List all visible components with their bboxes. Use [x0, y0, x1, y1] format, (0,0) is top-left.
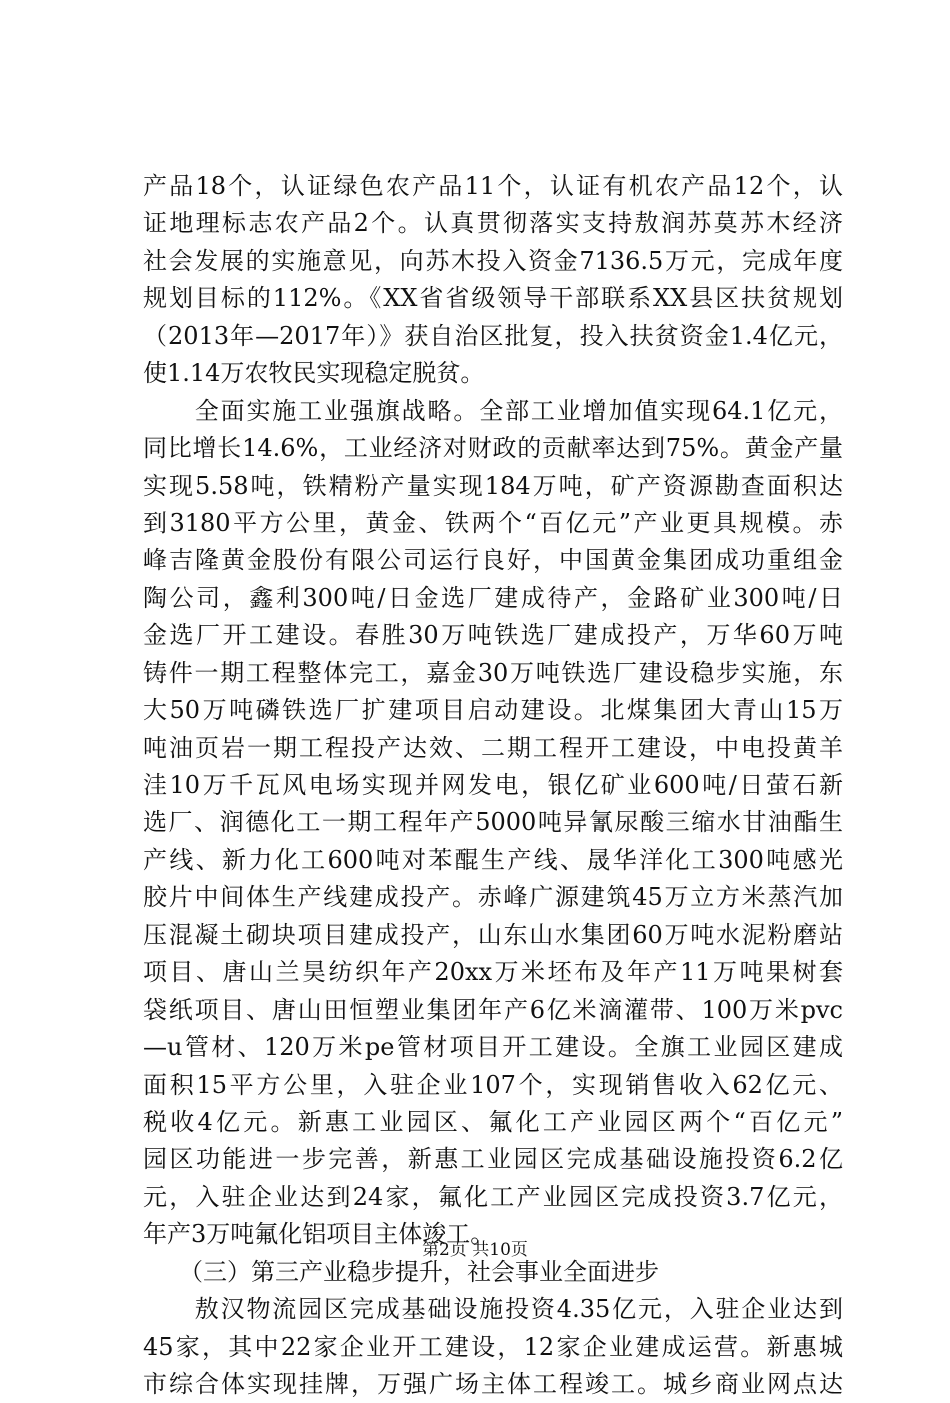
- text-line: 园区功能进一步完善，新惠工业园区完成基础设施投资6.2亿: [143, 1145, 843, 1174]
- page-footer: [0, 1239, 950, 1261]
- page-number-label: 第2页 共10页: [422, 1240, 528, 1260]
- text-line: 产品18个，认证绿色农产品11个，认证有机农产品12个，认: [143, 172, 843, 200]
- text-line: 陶公司，鑫利300吨/日金选厂建成待产，金路矿业300吨/日: [143, 583, 843, 612]
- text-line: 45家，其中22家企业开工建设，12家企业建成运营。新惠城: [143, 1332, 843, 1361]
- text-line: 压混凝土砌块项目建成投产，山东山水集团60万吨水泥粉磨站: [143, 920, 843, 949]
- text-line: 税收4亿元。新惠工业园区、氟化工产业园区两个“百亿元”: [143, 1107, 843, 1136]
- text-line: 袋纸项目、唐山田恒塑业集团年产6亿米滴灌带、100万米pvc: [143, 995, 843, 1024]
- text-line: 社会发展的实施意见，向苏木投入资金7136.5万元，完成年度: [143, 246, 843, 275]
- text-line: 金选厂开工建设。春胜30万吨铁选厂建成投产，万华60万吨: [143, 621, 843, 650]
- text-line: （2013年—2017年）》获自治区批复，投入扶贫资金1.4亿元，: [143, 321, 843, 350]
- text-line: 到3180平方公里，黄金、铁两个“百亿元”产业更具规模。赤: [143, 508, 843, 537]
- text-line: 实现5.58吨，铁精粉产量实现184万吨，矿产资源勘查面积达: [143, 471, 843, 500]
- text-line: 洼10万千瓦风电场实现并网发电，银亿矿业600吨/日萤石新: [143, 771, 843, 799]
- text-line: 全面实施工业强旗战略。全部工业增加值实现64.1亿元，: [143, 396, 843, 425]
- text-line: 选厂、润德化工一期工程年产5000吨异氰尿酸三缩水甘油酯生: [143, 808, 843, 837]
- text-line: 大50万吨磷铁选厂扩建项目启动建设。北煤集团大青山15万: [143, 696, 843, 725]
- text-line: 使1.14万农牧民实现稳定脱贫。: [143, 359, 485, 388]
- text-line: —u管材、120万米pe管材项目开工建设。全旗工业园区建成: [143, 1033, 843, 1062]
- text-line: 吨油页岩一期工程投产达效、二期工程开工建设，中电投黄羊: [143, 733, 843, 762]
- text-line: 年产3万吨氟化铝项目主体竣工。: [143, 1220, 495, 1249]
- text-line: 敖汉物流园区完成基础设施投资4.35亿元，入驻企业达到: [143, 1295, 843, 1324]
- text-line: 市综合体实现挂牌，万强广场主体工程竣工。城乡商业网点达: [143, 1370, 843, 1398]
- text-line: 项目、唐山兰昊纺织年产20xx万米坯布及年产11万吨果树套: [143, 958, 843, 987]
- text-line: 产线、新力化工600吨对苯醌生产线、晟华洋化工300吨感光: [143, 845, 843, 874]
- text-line: 元，入驻企业达到24家，氟化工产业园区完成投资3.7亿元，: [143, 1182, 843, 1211]
- section-heading: （三）第三产业稳步提升，社会事业全面进步: [143, 1257, 659, 1286]
- text-line: 胶片中间体生产线建成投产。赤峰广源建筑45万立方米蒸汽加: [143, 883, 843, 912]
- text-line: 规划目标的112%。《XX省省级领导干部联系XX县区扶贫规划: [143, 284, 843, 313]
- document-body: [143, 168, 843, 1403]
- text-line: 铸件一期工程整体完工，嘉金30万吨铁选厂建设稳步实施，东: [143, 658, 843, 687]
- text-line: 峰吉隆黄金股份有限公司运行良好，中国黄金集团成功重组金: [143, 546, 843, 575]
- text-line: 面积15平方公里，入驻企业107个，实现销售收入62亿元、: [143, 1070, 843, 1099]
- text-line: 证地理标志农产品2个。认真贯彻落实支持敖润苏莫苏木经济: [143, 209, 843, 238]
- text-line: 同比增长14.6%，工业经济对财政的贡献率达到75%。黄金产量: [143, 434, 843, 463]
